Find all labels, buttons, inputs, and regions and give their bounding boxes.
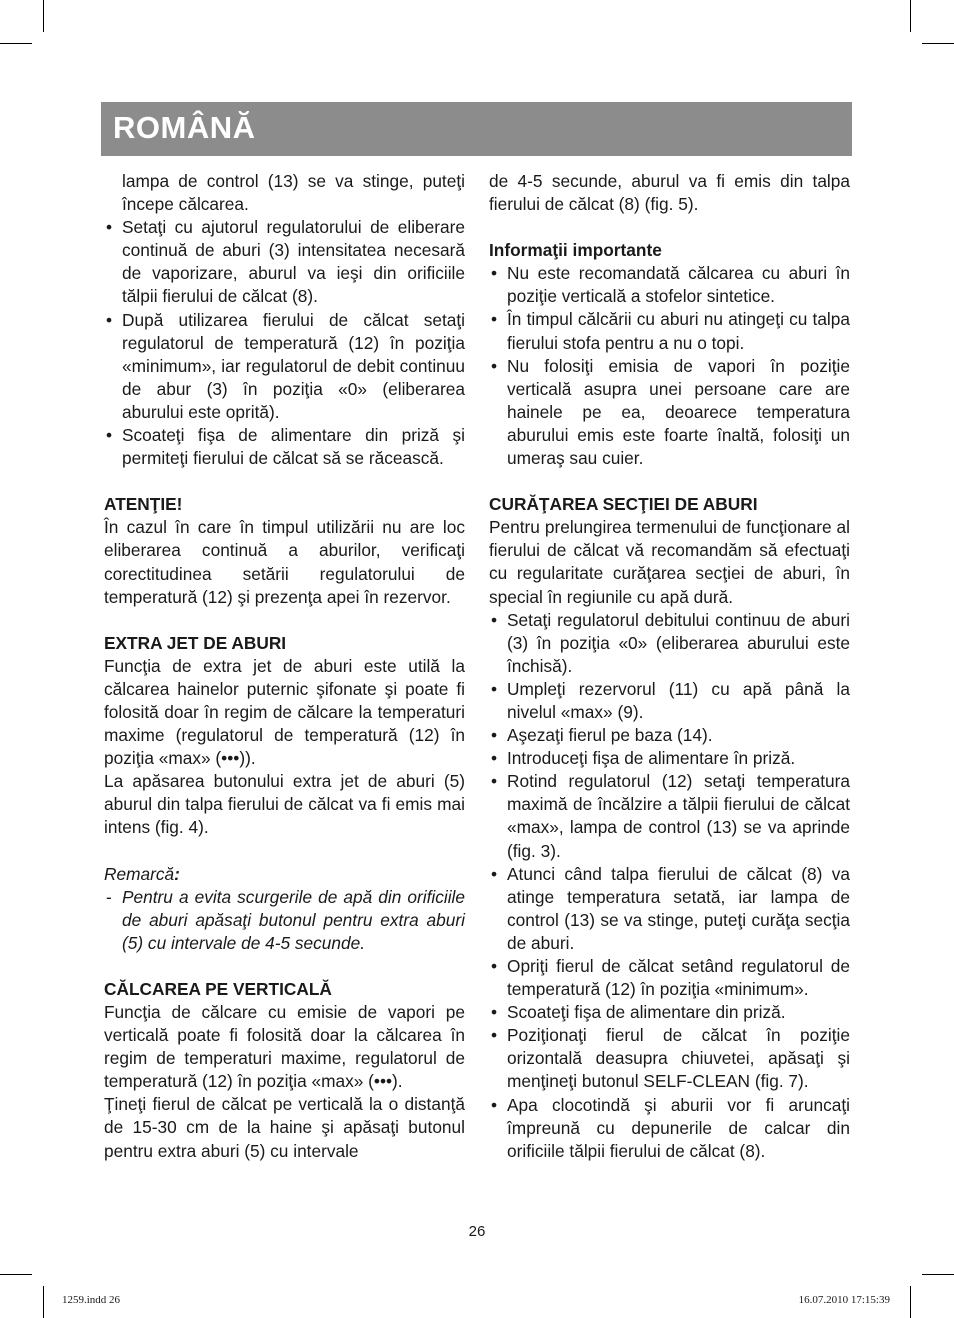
bullet-item: • Scoateţi fişa de alimentare din priză. [489,1001,850,1024]
bullet-item: • Atunci când talpa fierului de călcat (8) va atinge temperatura setată, iar lampa de control (13) se va stinge, puteţi curăţa secţia de aburi. [489,863,850,955]
bullet-item: • Umpleţi rezervorul (11) cu apă până la nivelul «max» (9). [489,678,850,724]
paragraph: În cazul în care în timpul utilizării nu are loc eliberarea continuă a aburilor, verificaţi corectitudinea setării regulatorului de temperatură (12) şi prezenţa apei în rezervor. [104,517,465,607]
section-heading-atentie: ATENŢIE! [104,494,183,515]
paragraph: Ţineţi fierul de călcat pe verticală la o distanţă de 15-30 cm de la haine şi apăsaţi butonul pentru extra aburi (5) cu intervale [104,1094,465,1161]
section-heading-vertical: CĂLCAREA PE VERTICALĂ [104,978,332,999]
bullet-item: • Setaţi cu ajutorul regulatorului de eliberare continuă de aburi (3) intensitatea necesară de vaporizare, aburul va ieşi din orificiile tălpii fierului de călcat (8). [104,216,465,308]
bullet-item: • În timpul călcării cu aburi nu atingeţi cu talpa fierului stofa pentru a nu o topi. [489,308,850,354]
bullet-item: • Aşezaţi fierul pe baza (14). [489,724,850,747]
language-header [101,102,852,156]
bullet-item: • Apa clocotindă şi aburii vor fi aruncaţi împreună cu depunerile de calcar din orificiile tălpii fierului de călcat (8). [489,1094,850,1163]
bullet-item: • Nu folosiţi emisia de vapori în poziţie verticală asupra unei persoane care are hainele pe ea, deoarece temperatura aburului emis este foarte înaltă, folosiţi un umeraş sau cuier. [489,355,850,470]
paragraph: Funcţia de călcare cu emisie de vapori pe verticală poate fi folosită doar la călcarea în regim de temperaturi maxime, regulatorul de temperatură (12) în poziţia «max» (•••). [104,1002,465,1092]
right-column [489,170,850,1163]
paragraph: de 4-5 secunde, aburul va fi emis din talpa fierului de călcat (8) (fig. 5). [489,171,850,215]
bullet-item: • Opriţi fierul de călcat setând regulatorul de temperatură (12) în poziţia «minimum». [489,955,850,1001]
crop-mark [922,43,954,44]
bullet-item: • Nu este recomandată călcarea cu aburi în poziţie verticală a stofelor sintetice. [489,262,850,308]
page-title: ROMÂNĂ [113,110,256,145]
bullet-item: • Rotind regulatorul (12) setaţi temperatura maximă de încălzire a tălpii fierului de călcat «max», lampa de control (13) se va aprinde (fig. 3). [489,770,850,862]
bullet-item: • Poziţionaţi fierul de călcat în poziţie orizontală deasupra chiuvetei, apăsaţi şi menţineţi butonul SELF-CLEAN (fig. 7). [489,1024,850,1093]
remark-label: Remarcă: [104,863,180,884]
section-heading-cleaning: CURĂŢAREA SECŢIEI DE ABURI [489,494,758,515]
crop-mark [43,0,44,32]
bullet-item: • După utilizarea fierului de călcat setaţi regulatorul de temperatură (12) în poziţia «minimum», iar regulatorul de debit continuu de abur (3) în poziţia «0» (eliberarea aburului este oprită). [104,309,465,424]
file-info: 1259.indd 26 [62,1294,121,1306]
left-column [104,170,465,1163]
crop-mark [43,1286,44,1318]
bullet-item: • Scoateţi fişa de alimentare din priză şi permiteţi fierului de călcat să se răcească. [104,424,465,470]
section-heading-extra-jet: EXTRA JET DE ABURI [104,632,287,653]
crop-mark [922,1274,954,1275]
crop-mark [910,1286,911,1318]
crop-mark [910,0,911,32]
bullet-item: • Introduceţi fişa de alimentare în priză. [489,747,850,770]
paragraph: La apăsarea butonului extra jet de aburi (5) aburul din talpa fierului de călcat va fi emis mai intens (fig. 4). [104,771,465,838]
crop-mark [0,1274,32,1275]
paragraph: Pentru prelungirea termenului de funcţionare al fierului de călcat vă recomandăm să efectuaţi cu regularitate curăţarea secţiei de aburi, în special în regiunile cu apă dură. [489,517,850,607]
page-number: 26 [468,1223,486,1240]
print-timestamp: 16.07.2010 17:15:39 [798,1294,890,1306]
dash-item: - Pentru a evita scurgerile de apă din orificiile de aburi apăsaţi butonul pentru extra aburi (5) cu intervale de 4-5 secunde. [104,886,465,955]
paragraph: Funcţia de extra jet de aburi este utilă la călcarea hainelor puternic şifonate şi poate fi folosită doar în regim de călcare la temperaturi maxime (regulatorul de temperatură (12) în poziţia «max» (•••)). [104,655,465,769]
paragraph: lampa de control (13) se va stinge, puteţi începe călcarea. [122,171,465,215]
crop-mark [0,43,32,44]
section-heading-info: Informaţii importante [489,240,662,261]
bullet-item: • Setaţi regulatorul debitului continuu de aburi (3) în poziţia «0» (eliberarea aburului este închisă). [489,609,850,678]
